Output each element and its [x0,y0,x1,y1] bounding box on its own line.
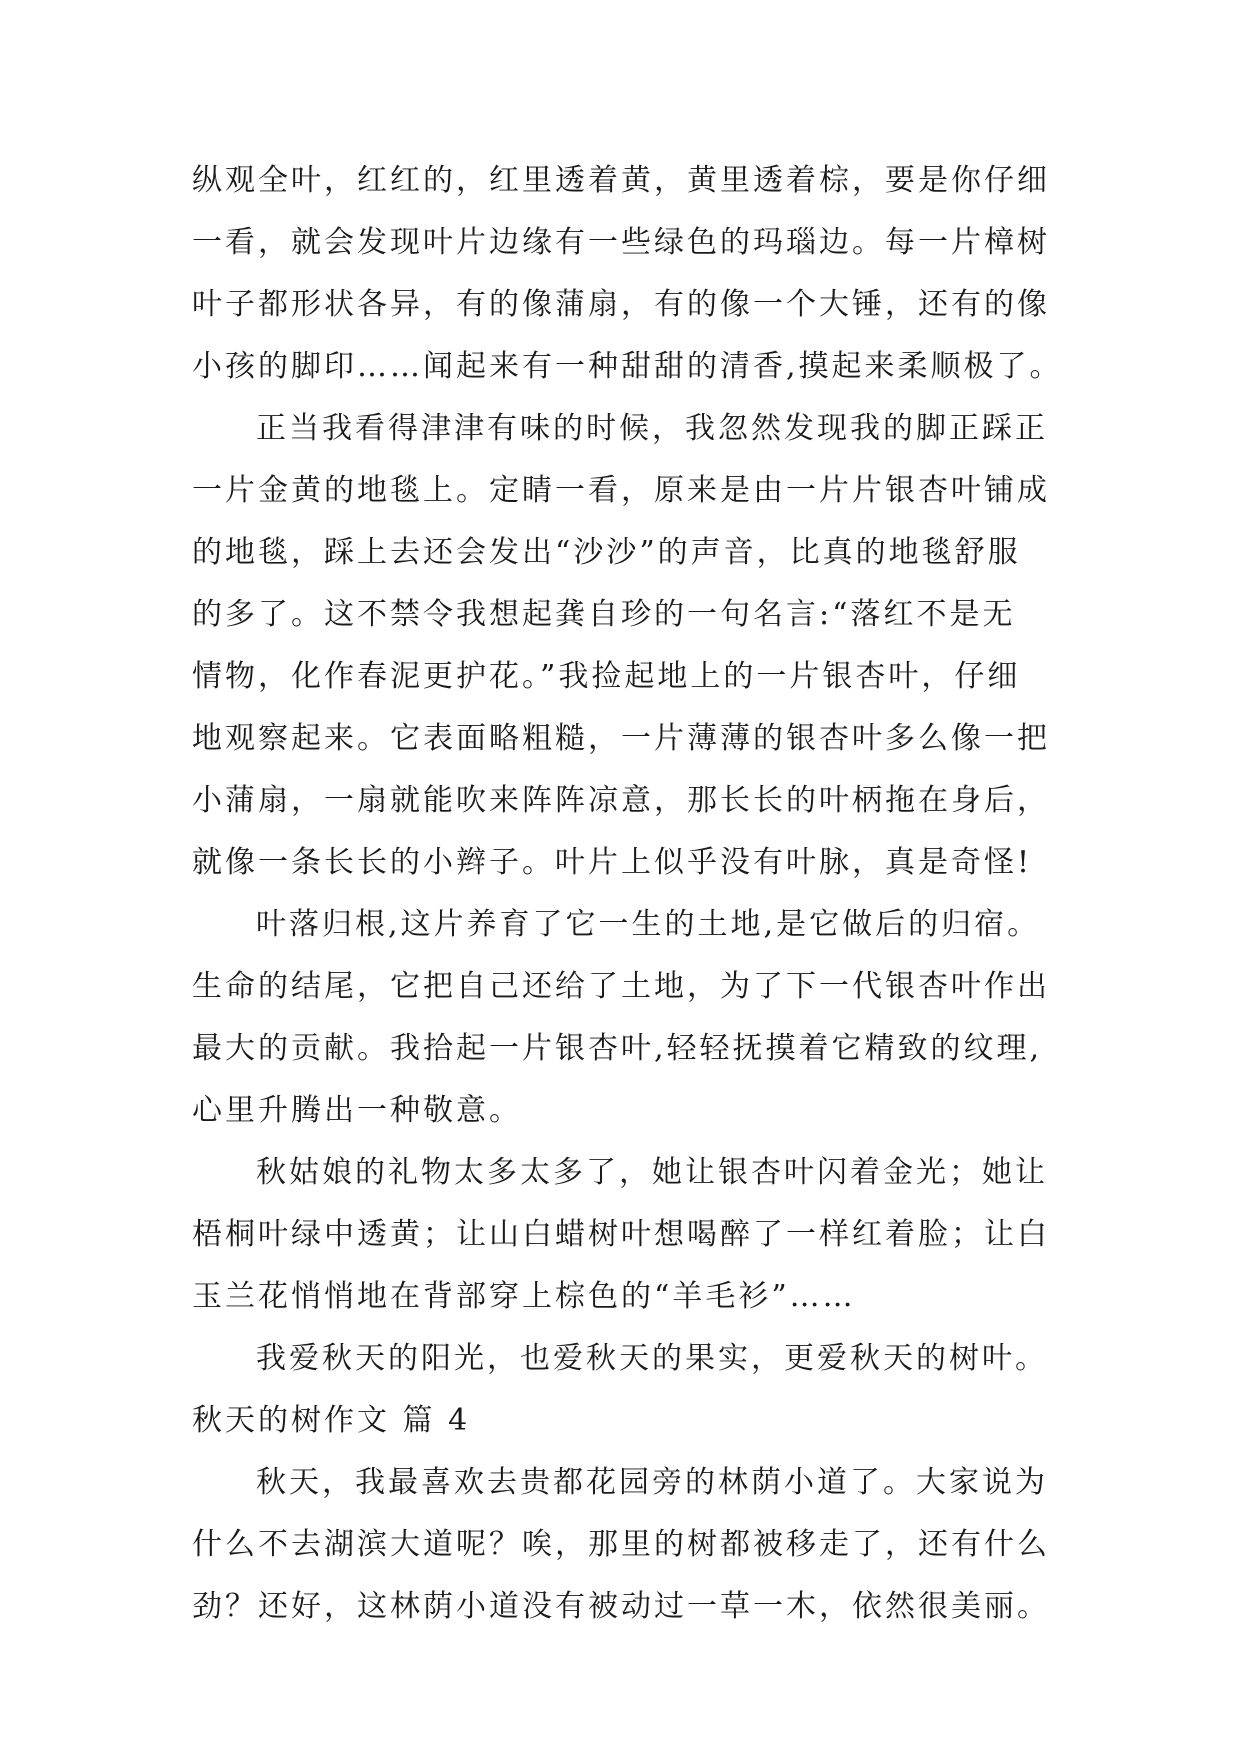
text-line: 梧桐叶绿中透黄；让山白蜡树叶想喝醉了一样红着脸；让白 [192,1217,1050,1252]
text-line: 劲？还好，这林荫小道没有被动过一草一木，依然很美丽。 [192,1589,1050,1624]
text-line: 叶落归根,这片养育了它一生的土地,是它做后的归宿。 [256,907,1041,942]
text-line: 一看，就会发现叶片边缘有一些绿色的玛瑙边。每一片樟树 [192,225,1050,260]
text-line: 情物，化作春泥更护花。”我捡起地上的一片银杏叶，仔细 [192,659,1021,694]
document-body [192,150,1072,1638]
text-line: 纵观全叶，红红的，红里透着黄，黄里透着棕，要是你仔细 [192,163,1050,198]
text-line: 的多了。这不禁令我想起龚自珍的一句名言:“落红不是无 [192,597,1016,632]
text-line: 心里升腾出一种敬意。 [192,1093,522,1128]
text-line: 小蒲扇，一扇就能吹来阵阵凉意，那长长的叶柄拖在身后， [192,783,1050,818]
text-line: 秋天，我最喜欢去贵都花园旁的林荫小道了。大家说为 [256,1465,1048,1500]
text-line: 生命的结尾，它把自己还给了土地，为了下一代银杏叶作出 [192,969,1050,1004]
text-line: 正当我看得津津有味的时候，我忽然发现我的脚正踩正 [256,411,1048,446]
text-line: 一片金黄的地毯上。定睛一看，原来是由一片片银杏叶铺成 [192,473,1050,508]
text-line: 就像一条长长的小辫子。叶片上似乎没有叶脉，真是奇怪! [192,845,1033,880]
text-line: 什么不去湖滨大道呢？唉，那里的树都被移走了，还有什么 [192,1527,1050,1562]
text-line: 最大的贡献。我拾起一片银杏叶,轻轻抚摸着它精致的纹理, [192,1031,1043,1066]
text-line: 我爱秋天的阳光，也爱秋天的果实，更爱秋天的树叶。 [256,1341,1048,1376]
text-line: 的地毯，踩上去还会发出“沙沙”的声音，比真的地毯舒服 [192,535,1021,570]
text-line: 玉兰花悄悄地在背部穿上棕色的“羊毛衫”…… [192,1279,856,1314]
text-line: 秋姑娘的礼物太多太多了，她让银杏叶闪着金光；她让 [256,1155,1048,1190]
section-heading: 秋天的树作文 篇 4 [192,1403,471,1438]
text-line: 叶子都形状各异，有的像蒲扇，有的像一个大锤，还有的像 [192,287,1050,322]
text-line: 地观察起来。它表面略粗糙，一片薄薄的银杏叶多么像一把 [192,721,1050,756]
text-line: 小孩的脚印……闻起来有一种甜甜的清香,摸起来柔顺极了。 [192,349,1063,384]
